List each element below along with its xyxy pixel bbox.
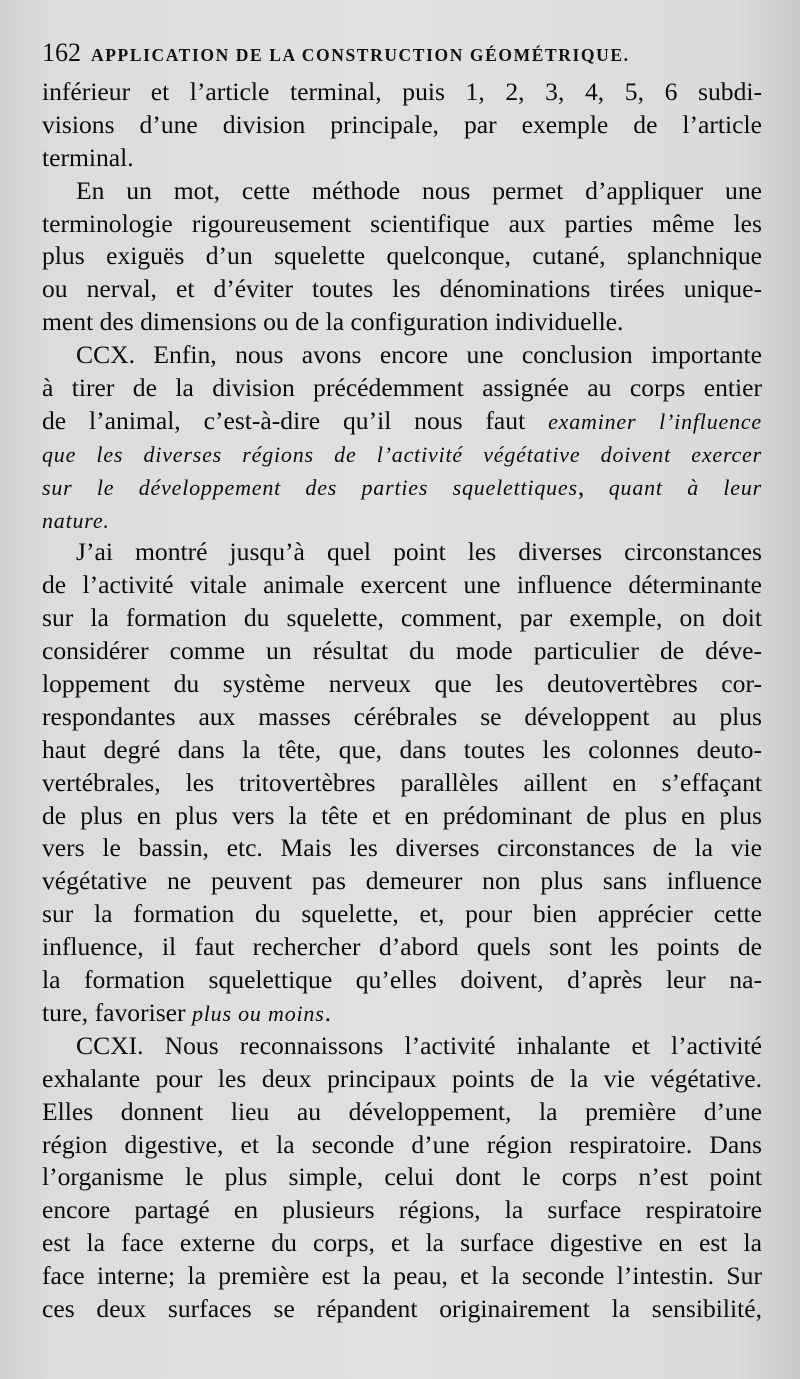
text-line: végétative ne peuvent pas demeurer non plus sans influence [42,866,762,896]
body-text [42,76,762,1326]
page-number: 162 [42,38,81,67]
page-header [42,38,762,68]
italic-text: nature. [42,507,110,533]
text-line: considérer comme un résultat du mode particulier de déve- [42,636,762,666]
text-line: sur la formation du squelette, comment, par exemple, on doit [42,603,762,633]
text-line: l’organisme le plus simple, celui dont le corps n’est point [42,1162,762,1192]
text-line: encore partagé en plusieurs régions, la surface respiratoire [42,1195,762,1225]
text-line: vers le bassin, etc. Mais les diverses circonstances de la vie [42,833,762,863]
text-line: ment des dimensions ou de la configuration individuelle. [42,307,624,337]
text-line: la formation squelettique qu’elles doivent, d’après leur na- [42,965,762,995]
text-line [42,504,762,537]
italic-text: plus ou moins [191,1000,325,1026]
text-line: haut degré dans la tête, que, dans toutes les colonnes deuto- [42,734,762,764]
text-span: ture, favoriser [42,997,192,1027]
text-span: . [324,997,331,1027]
text-line: visions d’une division principale, par exemple de l’article [42,109,762,139]
italic-text: quant à leur [608,474,762,500]
text-line: Elles donnent lieu au développement, la première d’une [42,1096,762,1126]
text-line: région digestive, et la seconde d’une région respiratoire. Dans [42,1129,762,1159]
text-line: face interne; la première est la peau, et la seconde l’intestin. Sur [42,1261,762,1291]
italic-text: examiner l’influence [548,408,762,434]
text-line: à tirer de la division précédemment assignée au corps entier [42,373,762,403]
text-line: de l’activité vitale animale exercent une influence déterminante [42,570,762,600]
text-span: de l’animal, c’est-à-dire qu’il nous faut [42,405,549,435]
text-line [42,405,762,438]
text-line: J’ai montré jusqu’à quel point les diverses circonstances [76,537,762,567]
text-line: de plus en plus vers la tête et en prédominant de plus en plus [42,800,762,830]
italic-text: que les diverses régions de l’activité végétative doivent exercer [42,441,762,467]
text-line: terminal. [42,142,134,172]
text-line: est la face externe du corps, et la surface digestive en est la [42,1228,762,1258]
text-span: , [577,471,609,501]
text-line: CCXI. Nous reconnaissons l’activité inhalante et l’activité [76,1030,762,1060]
text-line: respondantes aux masses cérébrales se développent au plus [42,701,762,731]
text-line: ces deux surfaces se répandent originairement la sensibilité, [42,1293,762,1323]
running-title: APPLICATION DE LA CONSTRUCTION GÉOMÉTRIQUE. [91,45,630,65]
text-line: sur la formation du squelette, et, pour bien apprécier cette [42,899,762,929]
text-line: En un mot, cette méthode nous permet d’appliquer une [76,175,762,205]
text-line [42,997,762,1030]
italic-text: sur le développement des parties squelettiques [42,474,578,500]
text-line: plus exiguës d’un squelette quelconque, cutané, splanchnique [42,241,762,271]
text-line [42,438,762,471]
text-line [42,471,762,504]
text-line: loppement du système nerveux que les deutovertèbres cor- [42,669,762,699]
text-line: influence, il faut rechercher d’abord quels sont les points de [42,932,762,962]
text-line: ou nerval, et d’éviter toutes les dénominations tirées unique- [42,274,762,304]
text-line: inférieur et l’article terminal, puis 1, 2, 3, 4, 5, 6 subdi- [42,77,762,106]
text-line: CCX. Enfin, nous avons encore une conclusion importante [76,340,762,370]
text-line: terminologie rigoureusement scientifique aux parties même les [42,208,762,238]
text-line: exhalante pour les deux principaux points de la vie végétative. [42,1063,762,1093]
text-line: vertébrales, les tritovertèbres parallèles aillent en s’effaçant [42,767,762,797]
